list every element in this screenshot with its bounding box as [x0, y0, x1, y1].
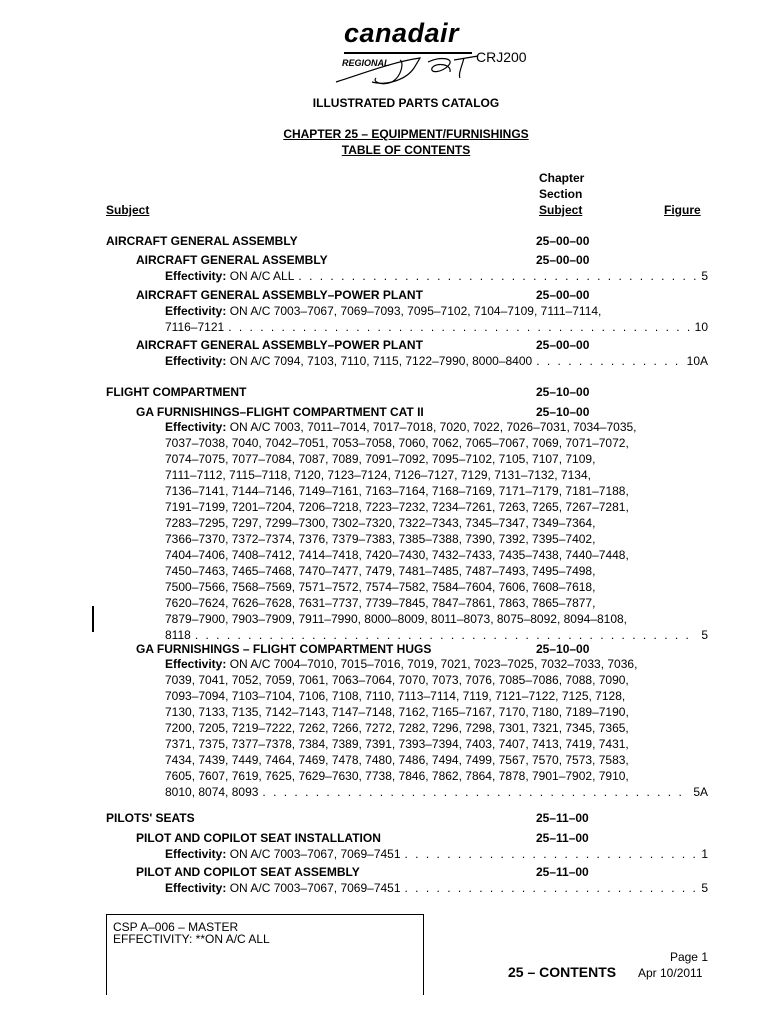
figure-number: 10	[694, 320, 708, 334]
leader-dots	[405, 846, 698, 863]
toc-entry-title: AIRCRAFT GENERAL ASSEMBLY–POWER PLANT	[136, 288, 423, 302]
toc-entry-row[interactable]	[165, 319, 708, 336]
chapter-code: 25–00–00	[536, 234, 590, 248]
effectivity-line: 7605, 7607, 7619, 7625, 7629–7630, 7738, 7846, 7862, 7864, 7878, 7901–7902, 7910,	[165, 769, 629, 783]
effectivity-line: 7200, 7205, 7219–7222, 7262, 7266, 7272, 7282, 7296, 7298, 7301, 7321, 7345, 7365,	[165, 721, 629, 735]
col-subject: Subject	[106, 203, 150, 217]
col-chapter-3: Subject	[539, 203, 583, 217]
col-chapter-1: Chapter	[539, 171, 585, 185]
effectivity-text: 8010, 8074, 8093	[165, 785, 259, 799]
toc-entry-title: GA FURNISHINGS – FLIGHT COMPARTMENT HUGS	[136, 642, 432, 656]
figure-number: 1	[701, 847, 708, 861]
page-number: Page 1	[669, 950, 708, 964]
effectivity-text: 7116–7121	[165, 320, 225, 334]
chapter-code: 25–10–00	[536, 385, 590, 399]
effectivity-text: ON A/C 7003–7067, 7069–7451	[229, 881, 401, 895]
effectivity-label: Effectivity:	[165, 420, 227, 434]
leader-dots	[228, 319, 690, 336]
logo-model: CRJ200	[476, 49, 527, 65]
master-code: CSP A–006 – MASTER	[113, 920, 239, 934]
effectivity-text: ON A/C 7004–7010, 7015–7016, 7019, 7021, 7023–7025, 7032–7033, 7036,	[229, 657, 638, 671]
figure-number: 5	[701, 628, 708, 642]
effectivity-line: 7111–7112, 7115–7118, 7120, 7123–7124, 7126–7127, 7129, 7131–7132, 7134,	[165, 468, 591, 482]
effectivity-line: 7371, 7375, 7377–7378, 7384, 7389, 7391, 7393–7394, 7403, 7407, 7413, 7419, 7431,	[165, 737, 629, 751]
col-chapter-2: Section	[539, 187, 583, 201]
effectivity-line: 7434, 7439, 7449, 7464, 7469, 7478, 7480, 7486, 7494, 7499, 7567, 7570, 7573, 7583,	[165, 753, 629, 767]
logo	[330, 18, 550, 88]
leader-dots	[262, 784, 689, 801]
toc-entry-title: AIRCRAFT GENERAL ASSEMBLY–POWER PLANT	[136, 338, 423, 352]
chapter-code: 25–11–00	[536, 811, 589, 825]
effectivity-label: Effectivity:	[165, 304, 227, 318]
chapter-code: 25–11–00	[536, 865, 589, 879]
chapter-code: 25–00–00	[536, 253, 590, 267]
toc-heading: FLIGHT COMPARTMENT	[106, 385, 247, 399]
effectivity-line: 7039, 7041, 7052, 7059, 7061, 7063–7064, 7070, 7073, 7076, 7085–7086, 7088, 7090,	[165, 673, 629, 687]
effectivity-line: 7093–7094, 7103–7104, 7106, 7108, 7110, 7113–7114, 7119, 7121–7122, 7125, 7128,	[165, 689, 626, 703]
effectivity-line: 7191–7199, 7201–7204, 7206–7218, 7223–7232, 7234–7261, 7263, 7265, 7267–7281,	[165, 500, 629, 514]
toc-entry-title: AIRCRAFT GENERAL ASSEMBLY	[136, 253, 328, 267]
effectivity-line: 7879–7900, 7903–7909, 7911–7990, 8000–8009, 8011–8073, 8075–8092, 8094–8108,	[165, 612, 628, 626]
effectivity-label: Effectivity:	[165, 881, 227, 895]
effectivity-text: ON A/C 7003, 7011–7014, 7017–7018, 7020, 7022, 7026–7031, 7034–7035,	[229, 420, 637, 434]
effectivity-text: ON A/C 7003–7067, 7069–7093, 7095–7102, 7104–7109, 7111–7114,	[229, 304, 602, 318]
leader-dots	[536, 353, 682, 370]
chapter-code: 25–10–00	[536, 642, 590, 656]
leader-dots	[405, 880, 698, 897]
effectivity-box	[106, 914, 424, 995]
logo-brand: canadair	[344, 18, 460, 48]
catalog-title: ILLUSTRATED PARTS CATALOG	[312, 96, 500, 110]
toc-entry-row[interactable]	[165, 353, 708, 370]
effectivity-line: 7074–7075, 7077–7084, 7087, 7089, 7091–7092, 7095–7102, 7105, 7107, 7109,	[165, 452, 596, 466]
chapter-code: 25–10–00	[536, 405, 590, 419]
effectivity-line: 7366–7370, 7372–7374, 7376, 7379–7383, 7385–7388, 7390, 7392, 7395–7402,	[165, 532, 596, 546]
effectivity-line: 7620–7624, 7626–7628, 7631–7737, 7739–7845, 7847–7861, 7863, 7865–7877,	[165, 596, 596, 610]
toc-entry-row[interactable]	[165, 268, 708, 285]
chapter-code: 25–11–00	[536, 831, 589, 845]
jet-logo-icon	[332, 52, 482, 88]
toc-entry-title: PILOT AND COPILOT SEAT INSTALLATION	[136, 831, 381, 845]
figure-number: 5	[701, 881, 708, 895]
effectivity-label: Effectivity:	[165, 354, 227, 368]
box-effectivity: EFFECTIVITY: **ON A/C ALL	[113, 932, 270, 946]
effectivity-line: 7136–7141, 7144–7146, 7149–7161, 7163–7164, 7168–7169, 7171–7179, 7181–7188,	[165, 484, 629, 498]
section-label: 25 – CONTENTS	[508, 964, 617, 980]
effectivity-line: 7283–7295, 7297, 7299–7300, 7302–7320, 7322–7343, 7345–7347, 7349–7364,	[165, 516, 596, 530]
effectivity-line: 7130, 7133, 7135, 7142–7143, 7147–7148, 7162, 7165–7167, 7170, 7180, 7189–7190,	[165, 705, 629, 719]
toc-entry-title: PILOT AND COPILOT SEAT ASSEMBLY	[136, 865, 360, 879]
effectivity-text: ON A/C ALL	[229, 269, 295, 283]
effectivity-label: Effectivity:	[165, 657, 227, 671]
effectivity-line	[165, 656, 637, 673]
figure-number: 5	[701, 269, 708, 283]
chapter-code: 25–00–00	[536, 288, 590, 302]
effectivity-line	[165, 303, 601, 320]
logo-regional: REGIONAL	[342, 58, 390, 68]
leader-dots	[298, 268, 697, 285]
toc-heading: AIRCRAFT GENERAL ASSEMBLY	[106, 234, 298, 248]
effectivity-line: 7037–7038, 7040, 7042–7051, 7053–7058, 7060, 7062, 7065–7067, 7069, 7071–7072,	[165, 436, 629, 450]
chapter-title: CHAPTER 25 – EQUIPMENT/FURNISHINGS	[283, 127, 529, 141]
figure-number: 5A	[693, 785, 708, 799]
toc-entry-title: GA FURNISHINGS–FLIGHT COMPARTMENT CAT II	[136, 405, 424, 419]
col-figure: Figure	[664, 203, 701, 217]
toc-title: TABLE OF CONTENTS	[341, 143, 471, 157]
effectivity-text: ON A/C 7003–7067, 7069–7451	[229, 847, 401, 861]
figure-number: 10A	[686, 354, 708, 368]
effectivity-text: ON A/C 7094, 7103, 7110, 7115, 7122–7990, 8000–8400	[229, 354, 533, 368]
effectivity-line: 7404–7406, 7408–7412, 7414–7418, 7420–7430, 7432–7433, 7435–7438, 7440–7448,	[165, 548, 629, 562]
chapter-code: 25–00–00	[536, 338, 590, 352]
effectivity-label: Effectivity:	[165, 847, 227, 861]
toc-entry-row[interactable]	[165, 784, 708, 801]
toc-heading: PILOTS' SEATS	[106, 811, 195, 825]
effectivity-text: 8118	[165, 628, 191, 642]
change-bar	[92, 606, 94, 632]
toc-entry-row[interactable]	[165, 846, 708, 863]
effectivity-line: 7450–7463, 7465–7468, 7470–7477, 7479, 7481–7485, 7487–7493, 7495–7498,	[165, 564, 596, 578]
toc-entry-row[interactable]	[165, 880, 708, 897]
effectivity-line	[165, 419, 637, 436]
effectivity-label: Effectivity:	[165, 269, 227, 283]
revision-date: Apr 10/2011	[638, 966, 703, 980]
effectivity-line: 7500–7566, 7568–7569, 7571–7572, 7574–7582, 7584–7604, 7606, 7608–7618,	[165, 580, 596, 594]
